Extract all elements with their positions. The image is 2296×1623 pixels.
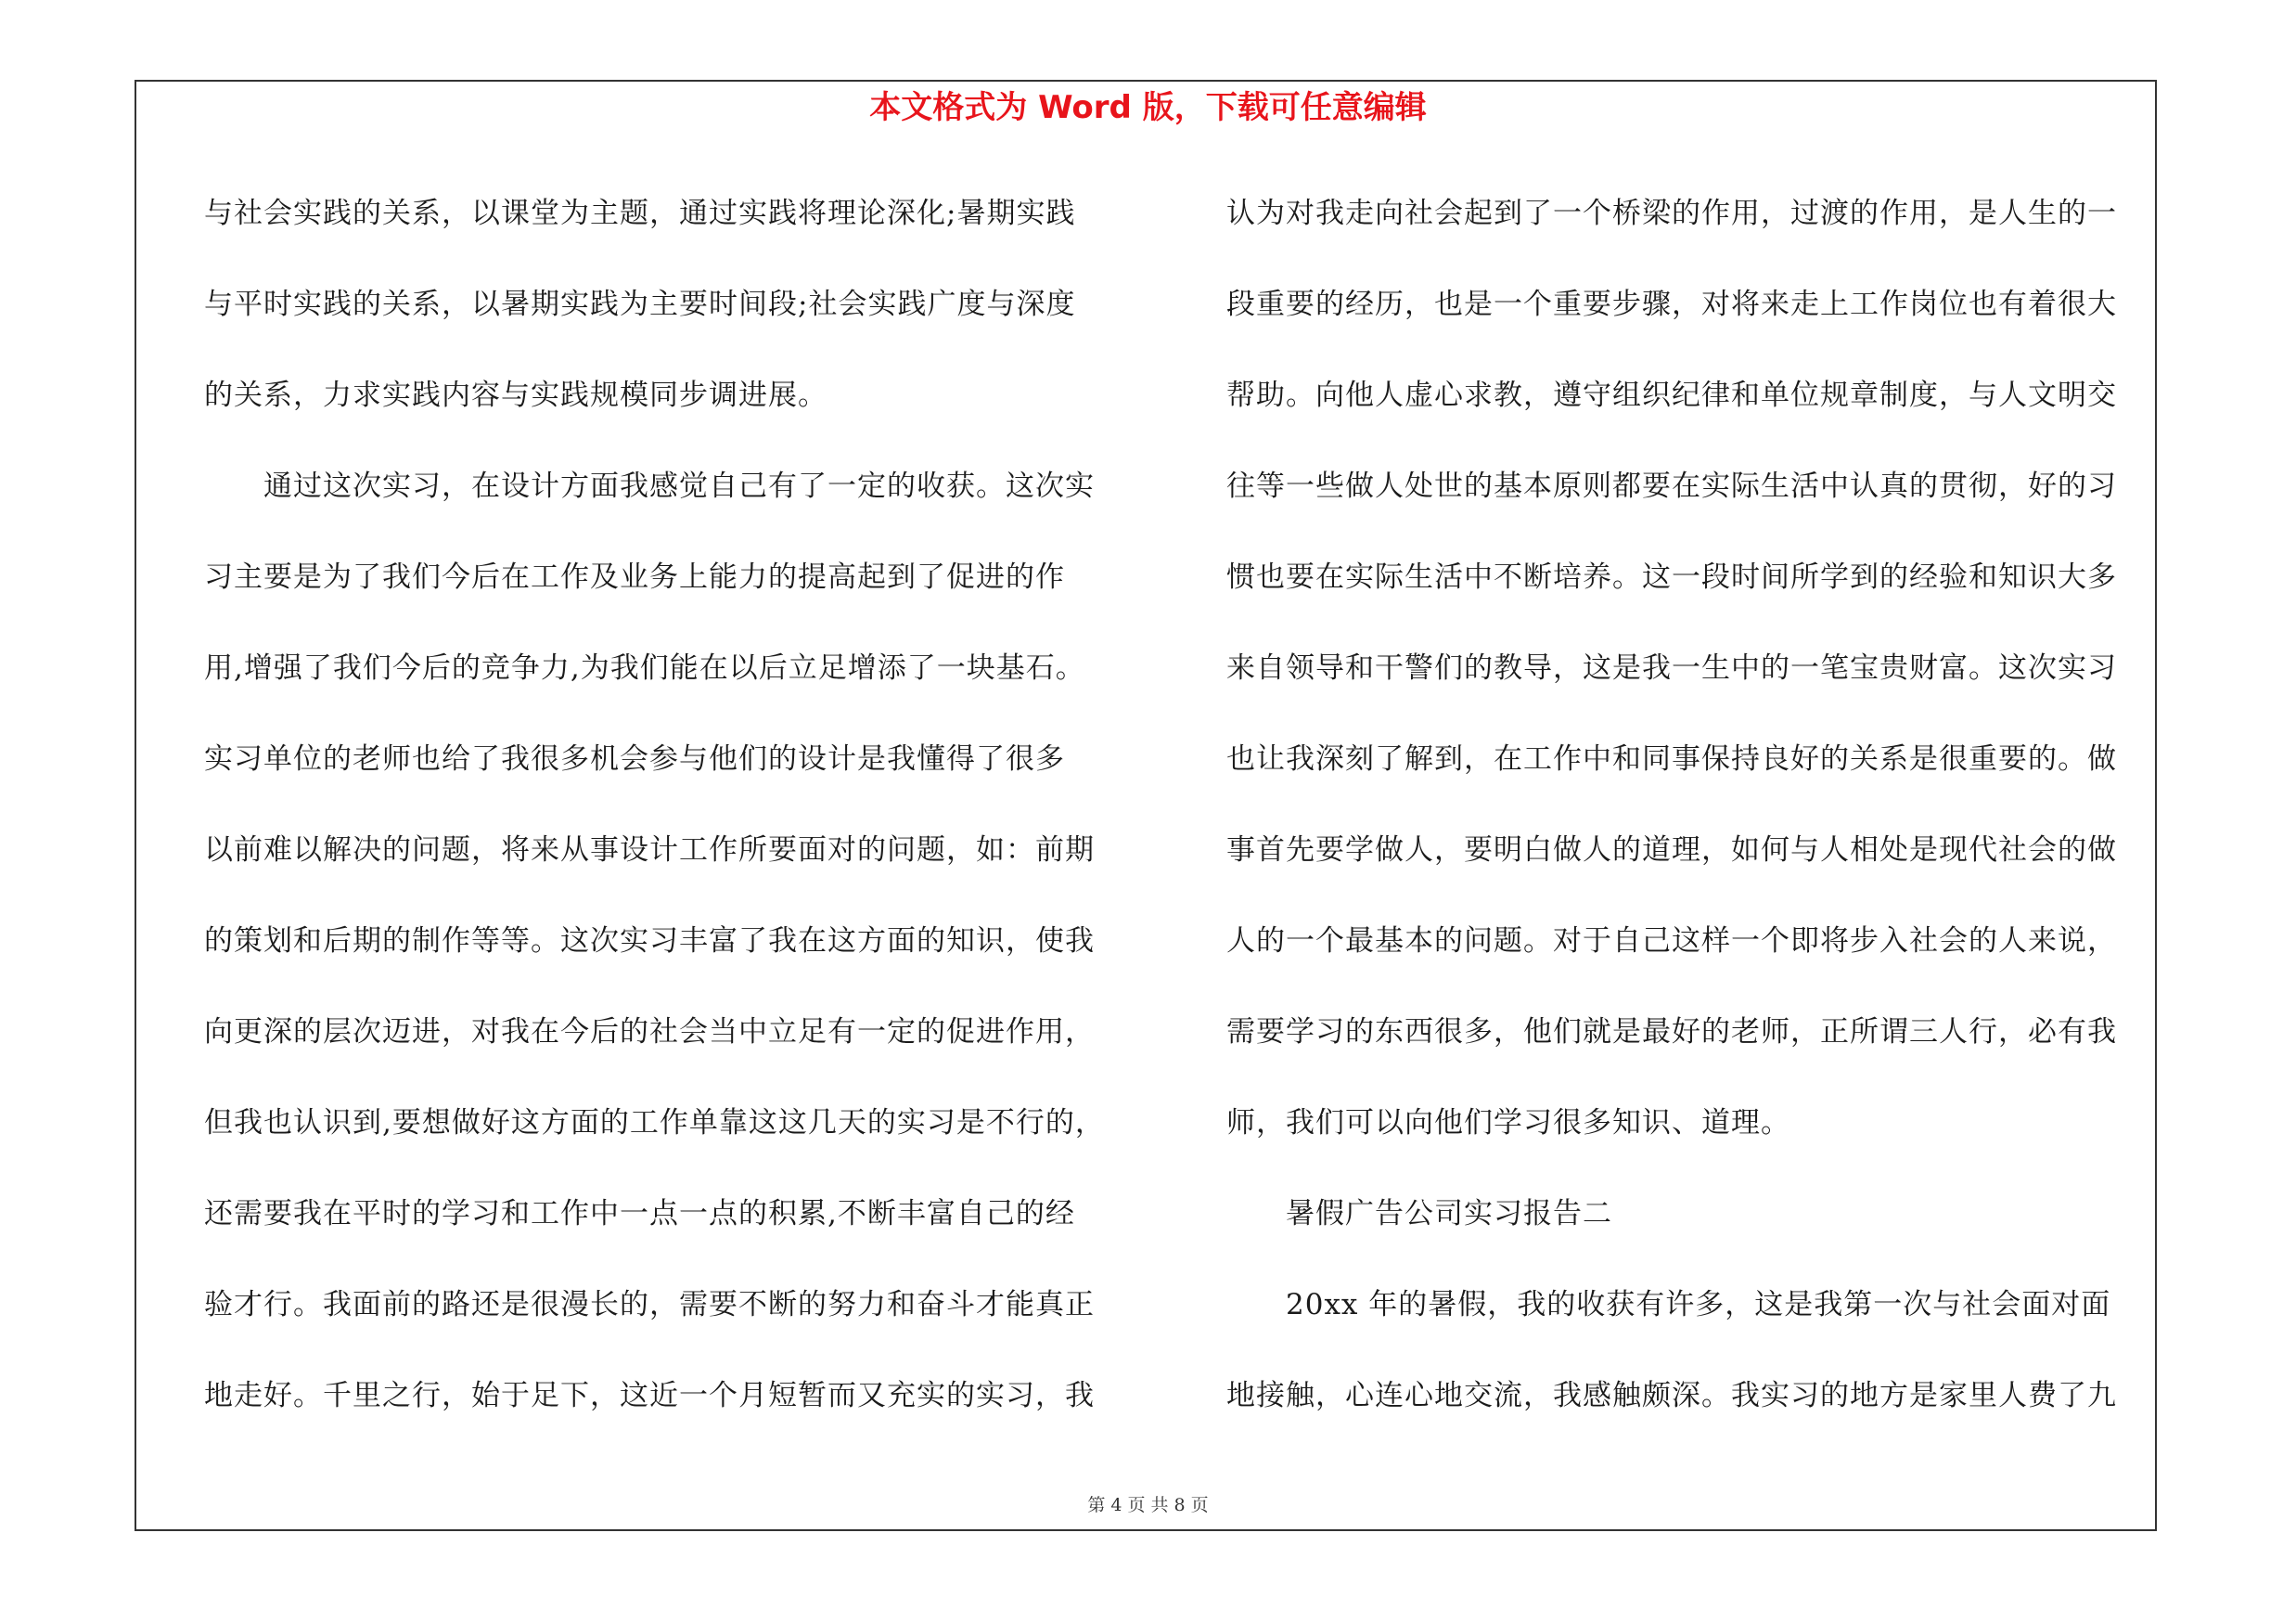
text-line: 以前难以解决的问题，将来从事设计工作所要面对的问题，如：前期 (204, 833, 1095, 867)
left-text-column (204, 184, 1132, 1457)
text-line: 事首先要学做人，要明白做人的道理，如何与人相处是现代社会的做 (1226, 833, 2117, 867)
text-line: 的关系，力求实践内容与实践规模同步调进展。 (204, 379, 827, 412)
page-number: 第 4 页 共 8 页 (1087, 1495, 1209, 1515)
text-line: 认为对我走向社会起到了一个桥梁的作用，过渡的作用，是人生的一 (1226, 197, 2117, 230)
text-line: 还需要我在平时的学习和工作中一点一点的积累,不断丰富自己的经 (204, 1197, 1075, 1230)
text-line: 帮助。向他人虚心求教，遵守组织纪律和单位规章制度，与人文明交 (1226, 379, 2117, 412)
text-line: 向更深的层次迈进，对我在今后的社会当中立足有一定的促进作用， (204, 1015, 1095, 1049)
text-line: 段重要的经历，也是一个重要步骤，对将来走上工作岗位也有着很大 (1226, 288, 2117, 321)
right-text-column (1226, 184, 2154, 1457)
text-line: 用,增强了我们今后的竞争力,为我们能在以后立足增添了一块基石。 (204, 651, 1085, 685)
text-line: 往等一些做人处世的基本原则都要在实际生活中认真的贯彻，好的习 (1226, 470, 2117, 503)
text-line: 习主要是为了我们今后在工作及业务上能力的提高起到了促进的作 (204, 560, 1065, 594)
text-line: 验才行。我面前的路还是很漫长的，需要不断的努力和奋斗才能真正 (204, 1288, 1095, 1321)
text-line: 师，我们可以向他们学习很多知识、道理。 (1226, 1106, 1790, 1140)
text-line: 但我也认识到,要想做好这方面的工作单靠这这几天的实习是不行的， (204, 1106, 1105, 1140)
text-line: 人的一个最基本的问题。对于自己这样一个即将步入社会的人来说， (1226, 924, 2117, 958)
text-line: 需要学习的东西很多，他们就是最好的老师，正所谓三人行，必有我 (1226, 1015, 2117, 1049)
format-banner: 本文格式为 Word 版，下载可任意编辑 (869, 89, 1427, 126)
text-line: 实习单位的老师也给了我很多机会参与他们的设计是我懂得了很多 (204, 742, 1065, 776)
text-line: 20xx 年的暑假，我的收获有许多，这是我第一次与社会面对面 (1226, 1288, 2111, 1321)
text-line: 与平时实践的关系，以暑期实践为主要时间段;社会实践广度与深度 (204, 288, 1076, 321)
text-line: 地接触，心连心地交流，我感触颇深。我实习的地方是家里人费了九 (1226, 1379, 2117, 1412)
section-heading: 暑假广告公司实习报告二 (1226, 1197, 1612, 1230)
text-line: 的策划和后期的制作等等。这次实习丰富了我在这方面的知识，使我 (204, 924, 1095, 958)
text-line: 与社会实践的关系，以课堂为主题，通过实践将理论深化;暑期实践 (204, 197, 1076, 230)
text-line: 也让我深刻了解到，在工作中和同事保持良好的关系是很重要的。做 (1226, 742, 2117, 776)
text-line: 惯也要在实际生活中不断培养。这一段时间所学到的经验和知识大多 (1226, 560, 2117, 594)
text-line: 来自领导和干警们的教导，这是我一生中的一笔宝贵财富。这次实习 (1226, 651, 2117, 685)
text-line: 通过这次实习，在设计方面我感觉自己有了一定的收获。这次实 (204, 470, 1095, 503)
text-line: 地走好。千里之行，始于足下，这近一个月短暂而又充实的实习，我 (204, 1379, 1095, 1412)
